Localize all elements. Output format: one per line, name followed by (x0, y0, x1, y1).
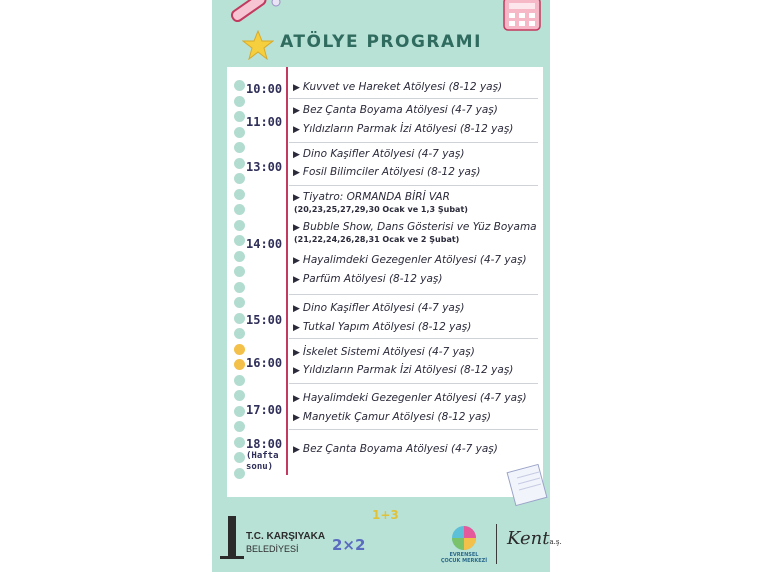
calculator-icon (500, 0, 546, 32)
kent-logo: Kenta.ş. (507, 528, 562, 549)
activity-dates: (21,22,24,26,28,31 Ocak ve 2 Şubat) (294, 235, 460, 244)
notebook-hole (234, 80, 245, 91)
municipality-logo (228, 516, 236, 558)
activity-item: ▶ Dino Kaşifler Atölyesi (4-7 yaş) (293, 302, 465, 314)
notebook-hole (234, 251, 245, 262)
notebook-hole (234, 313, 245, 324)
decor-math-2: 2×2 (332, 536, 366, 554)
notebook-holes (234, 80, 246, 480)
notebook-hole (234, 235, 245, 246)
time-16: 16:00 (246, 356, 283, 370)
notebook-hole (234, 96, 245, 107)
activity-item: ▶ Tiyatro: ORMANDA BİRİ VAR (293, 191, 450, 203)
notebook-hole (234, 437, 245, 448)
notebook-hole (234, 282, 245, 293)
time-18-label: 18:00 (246, 437, 283, 451)
paper-icon (505, 462, 549, 508)
children-center-name: EVRENSEL ÇOCUK MERKEZİ (440, 552, 488, 564)
notebook-hole (234, 142, 245, 153)
notebook-hole (234, 390, 245, 401)
activity-item: ▶ Bez Çanta Boyama Atölyesi (4-7 yaş) (293, 443, 498, 455)
notebook-hole (234, 452, 245, 463)
notebook-hole (234, 158, 245, 169)
notebook-hole (234, 406, 245, 417)
notebook-hole (234, 359, 245, 370)
municipality-logo-base (220, 556, 244, 559)
activity-item: ▶ Yıldızların Parmak İzi Atölyesi (8-12 yaş) (293, 364, 514, 376)
activity-item: ▶ Tutkal Yapım Atölyesi (8-12 yaş) (293, 321, 472, 333)
time-10: 10:00 (246, 82, 283, 96)
time-14: 14:00 (246, 237, 283, 251)
page-title: ATÖLYE PROGRAMI (280, 32, 482, 52)
margin-line (286, 67, 288, 475)
row-separator (289, 429, 538, 430)
activity-item: ▶ Parfüm Atölyesi (8-12 yaş) (293, 273, 443, 285)
activity-item: ▶ Bubble Show, Dans Gösterisi ve Yüz Boyama (293, 221, 537, 233)
notebook-hole (234, 266, 245, 277)
notebook-hole (234, 173, 245, 184)
decor-math-1: 1+3 (372, 508, 399, 522)
notebook-hole (234, 468, 245, 479)
notebook-hole (234, 344, 245, 355)
row-separator (289, 185, 538, 186)
children-center-logo (450, 524, 478, 552)
time-11: 11:00 (246, 115, 283, 129)
footer-divider (496, 524, 497, 564)
activity-item: ▶ Hayalimdeki Gezegenler Atölyesi (4-7 yaş) (293, 392, 527, 404)
notebook-hole (234, 421, 245, 432)
activity-item: ▶ Hayalimdeki Gezegenler Atölyesi (4-7 yaş) (293, 254, 527, 266)
time-15: 15:00 (246, 313, 283, 327)
activity-item: ▶ Kuvvet ve Hareket Atölyesi (8-12 yaş) (293, 81, 503, 93)
time-13: 13:00 (246, 160, 283, 174)
row-separator (289, 98, 538, 99)
time-17: 17:00 (246, 403, 283, 417)
time-18-sub: (Hafta sonu) (246, 451, 279, 472)
time-18 (246, 438, 282, 473)
notebook-hole (234, 297, 245, 308)
activity-item: ▶ İskelet Sistemi Atölyesi (4-7 yaş) (293, 346, 475, 358)
municipality-name: T.C. KARŞIYAKA BELEDİYESİ (246, 531, 326, 554)
notebook-hole (234, 328, 245, 339)
notebook-hole (234, 220, 245, 231)
notebook-hole (234, 111, 245, 122)
row-separator (289, 383, 538, 384)
activity-item: ▶ Yıldızların Parmak İzi Atölyesi (8-12 yaş) (293, 123, 514, 135)
notebook-hole (234, 127, 245, 138)
row-separator (289, 338, 538, 339)
activity-item: ▶ Fosil Bilimciler Atölyesi (8-12 yaş) (293, 166, 481, 178)
notebook-hole (234, 204, 245, 215)
activity-item: ▶ Bez Çanta Boyama Atölyesi (4-7 yaş) (293, 104, 498, 116)
activity-dates: (20,23,25,27,29,30 Ocak ve 1,3 Şubat) (294, 205, 468, 214)
notebook-hole (234, 189, 245, 200)
row-separator (289, 142, 538, 143)
activity-item: ▶ Dino Kaşifler Atölyesi (4-7 yaş) (293, 148, 465, 160)
row-separator (289, 294, 538, 295)
activity-item: ▶ Manyetik Çamur Atölyesi (8-12 yaş) (293, 411, 492, 423)
notebook-hole (234, 375, 245, 386)
